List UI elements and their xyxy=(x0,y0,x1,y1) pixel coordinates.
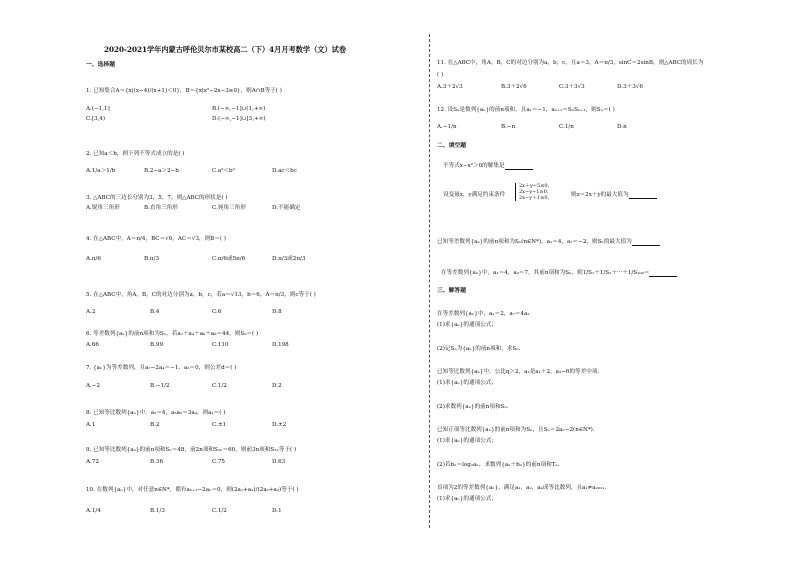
question-11-option-c: C.3＋3√3 xyxy=(559,84,585,90)
question-1-option-a: A.(−1,1] xyxy=(86,106,110,112)
question-1-option-b: B.(−∞,−1]∪(1,+∞) xyxy=(212,106,266,112)
question-9-option-a: A.72 xyxy=(86,459,99,465)
question-18-part-2: (2)求数列{aₙ}的前n项和Sₙ. xyxy=(437,404,509,410)
question-16-text xyxy=(441,270,677,277)
question-10-option-d: D.1 xyxy=(272,508,282,514)
question-15-answer-blank[interactable] xyxy=(632,239,660,246)
question-10-option-c: C.1/2 xyxy=(212,508,227,514)
question-5-option-d: D.8 xyxy=(272,309,282,315)
question-11-option-b: B.3＋2√6 xyxy=(501,84,527,90)
question-12-text: 12. 设Sₙ是数列{aₙ}的前n项和，且a₁＝−1，aₙ₊₁＝SₙSₙ₊₁，则Sₙ＝( ) xyxy=(437,107,615,113)
question-7-option-c: C.1/2 xyxy=(212,383,227,389)
constraint-3: 2x−y＋1≥0， xyxy=(519,195,553,201)
question-5-option-b: B.4 xyxy=(150,309,160,315)
exam-title: 2020-2021学年内蒙古呼伦贝尔市某校高二（下）4月月考数学（文）试卷 xyxy=(104,45,347,54)
question-7-option-a: A.−2 xyxy=(86,383,101,389)
question-12-option-a: A.−1/n xyxy=(437,124,457,130)
question-4-option-b: B.π/3 xyxy=(144,256,160,262)
question-4-text: 4. 在△ABC中，A＝π/4，BC＝√6，AC＝√3，则B＝( ) xyxy=(86,236,226,242)
question-19-intro: 已知正项等比数列{aₙ}的前n项和为Sₙ，且Sₙ＝2aₙ−2(n∈N*)． xyxy=(437,427,599,433)
question-17-part-2: (2)记Sₙ为{aₙ}的前n项和，求Sₙ. xyxy=(437,346,521,352)
question-8-option-a: A.1 xyxy=(86,422,96,428)
question-13-text xyxy=(443,163,533,170)
question-12-option-b: B.−n xyxy=(501,124,516,130)
question-11-option-d: D.3＋3√6 xyxy=(617,84,643,90)
question-20-part-1: (1)求{aₙ}的通项公式； xyxy=(437,496,497,502)
question-7-option-b: B.−1/2 xyxy=(150,383,170,389)
question-8-text: 8. 已知等比数列{aₙ}中，a₃＝4，a₃a₅＝3a₄，则a₁＝( ) xyxy=(86,410,226,416)
question-2-option-b: B.2−a＞2−b xyxy=(144,168,179,174)
question-9-option-b: B.36 xyxy=(150,459,164,465)
column-divider xyxy=(429,34,430,528)
question-1-option-c: C.[3,4) xyxy=(86,116,106,122)
section-choice-heading: 一、选择题 xyxy=(86,62,115,68)
question-3-option-c: C.钝角三角形 xyxy=(212,205,246,211)
question-2-option-d: D.ac＜bc xyxy=(272,168,297,174)
question-6-option-d: D.198 xyxy=(272,342,289,348)
section-fill-heading: 二、填空题 xyxy=(437,143,466,149)
question-8-option-b: B.2 xyxy=(150,422,160,428)
question-18-part-1: (1)求{aₙ}的通项公式； xyxy=(437,380,497,386)
question-9-option-c: C.75 xyxy=(212,459,225,465)
question-14-pre: 设变量x，y满足约束条件 xyxy=(443,192,506,198)
question-2-option-c: C.a²＜b² xyxy=(212,168,235,174)
question-19-part-1: (1)求{aₙ}的通项公式； xyxy=(437,438,497,444)
question-6-option-a: A.66 xyxy=(86,342,99,348)
question-13-label: 不等式x−x²＞0的解集是 xyxy=(443,163,505,169)
question-7-option-d: D.2 xyxy=(272,383,282,389)
question-9-text: 9. 已知等比数列{aₙ}的前n项和Sₙ＝48，前2n项和S₂ₙ＝60，则前3n项和S₃ₙ等于( ) xyxy=(86,447,297,453)
question-9-option-d: D.63 xyxy=(272,459,286,465)
question-5-option-a: A.2 xyxy=(86,309,96,315)
question-2-option-a: A.1/a＞1/b xyxy=(86,168,116,174)
question-13-answer-blank[interactable] xyxy=(505,163,533,170)
question-8-option-c: C.±1 xyxy=(212,422,227,428)
section-solve-heading: 三、解答题 xyxy=(437,288,466,294)
question-17-part-1: (1)求{aₙ}的通项公式； xyxy=(437,322,497,328)
question-11-text: 11. 在△ABC中，角A，B，C的对边分别为a，b，c，且a＝3，A＝π/3，sinC＝2sinB，则△ABC的周长为 xyxy=(437,60,704,66)
constraint-1: 2x＋y−5≤0， xyxy=(519,183,553,189)
question-10-option-b: B.1/3 xyxy=(150,508,165,514)
question-17-intro: 在等差数列{aₙ}中，a₁＝2，a₇＝4a₂ xyxy=(437,311,530,317)
question-14-post xyxy=(571,192,657,199)
question-1-text: 1. 已知集合A＝{x|(x−4)/(x+1)＜0}，B＝{x|x²−2x−3≥0}，则A∩B等于( ) xyxy=(86,88,282,94)
question-19-part-2: (2)若bₙ＝log₂aₙ，求数列{aₙ＋bₙ}的前n项和Tₙ. xyxy=(437,462,560,468)
question-8-option-d: D.±2 xyxy=(272,422,287,428)
question-4-option-d: D.π/3或2π/3 xyxy=(272,256,306,262)
question-6-option-c: C.110 xyxy=(212,342,229,348)
question-4-option-c: C.π/6或5π/6 xyxy=(212,256,246,262)
question-16-answer-blank[interactable] xyxy=(649,270,677,277)
question-12-option-c: C.1/n xyxy=(559,124,574,130)
question-5-text: 5. 在△ABC中，角A，B，C的对边分别为a，b，c，若a＝√13，b＝6，A＝π/3，则c等于( ) xyxy=(86,292,316,298)
question-10-text: 10. 在数列{aₙ}中，对任意n∈N*，都有aₙ₊₁−2aₙ＝0，则(2a₁+a₂)/(2a₃+a₄)等于( ) xyxy=(86,487,299,493)
question-11-option-a: A.3＋2√3 xyxy=(437,84,463,90)
question-3-option-b: B.直角三角形 xyxy=(144,205,178,211)
question-15-text xyxy=(437,239,660,246)
constraint-2: 2x−y−1≥0， xyxy=(519,189,552,195)
question-6-text: 6. 等差数列{aₙ}的前n项和为Sₙ，若a₂＋a₄＋a₆＋a₈＝44，则S₉＝( ) xyxy=(86,331,259,337)
question-14-label: 则z＝2x＋y的最大值为 xyxy=(571,192,629,198)
question-3-option-d: D.不能确定 xyxy=(272,205,301,211)
question-15-label: 已知等差数列{aₙ}的前n项和为Sₙ(n∈N*)，a₁＝4，a₇＝−2，则Sₙ的最大值为 xyxy=(437,239,632,245)
question-5-option-c: C.6 xyxy=(212,309,222,315)
question-20-intro: 首项为2的等差数列{aₙ}，满足a₁，a₂，a₄成等比数列，且a₁≠a₂₀₂₁． xyxy=(437,485,611,491)
question-7-text: 7. {aₙ}为等差数列，且a₇−2a₄＝−1，a₃＝0，则公差d＝( ) xyxy=(86,365,237,371)
question-2-text: 2. 已知a＜b，则下列不等式成立的是( ) xyxy=(86,151,185,157)
question-12-option-d: D.n xyxy=(617,124,627,130)
question-14-constraints xyxy=(515,183,553,201)
question-6-option-b: B.99 xyxy=(150,342,164,348)
question-3-text: 3. △ABC的三边长分别为3，5，7，则△ABC的形状是( ) xyxy=(86,195,228,201)
question-1-option-d: D.(−∞,−1]∪[3,+∞) xyxy=(212,116,266,122)
question-16-label: 在等差数列{aₙ}中，a₁＝4，a₃＝7，其前n项和为Sₙ，则1/S₁＋1/S₂＋···＋1/S₁₀₀＝ xyxy=(441,270,650,276)
question-11-answer-paren: ( ) xyxy=(437,72,444,78)
question-14-answer-blank[interactable] xyxy=(629,192,657,199)
question-3-option-a: A.锐角三角形 xyxy=(86,205,120,211)
question-18-intro: 已知等比数列{aₙ}中，公比q＞2，a₂是a₁＋2，a₃−6的等差中项． xyxy=(437,369,604,375)
question-10-option-a: A.1/4 xyxy=(86,508,101,514)
question-4-option-a: A.π/6 xyxy=(86,256,101,262)
